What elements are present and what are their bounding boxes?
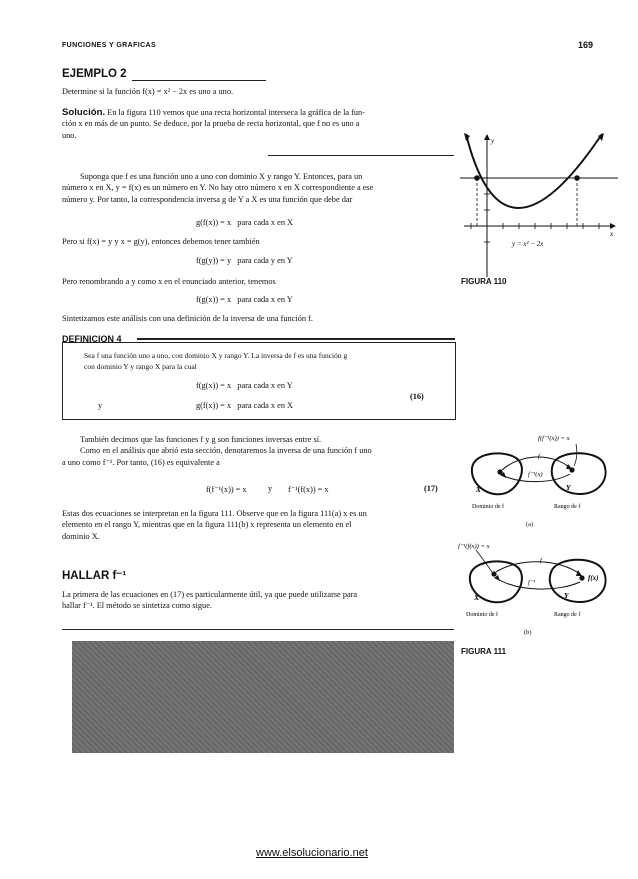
figure-110-caption: FIGURA 110 [461,277,507,286]
discussion-line-5: Pero renombrando a y como x en el enunciado anterior, tenemos [62,277,276,286]
eq17-conj: y [268,484,273,493]
figure-111-caption: FIGURA 111 [461,647,507,656]
fig111b-fx-label: f(x) [588,574,599,582]
find-inverse-para [62,589,454,612]
page-number: 169 [578,40,594,50]
example-title: EJEMPLO 2 [62,68,127,80]
fig111a-range-caption: Rango de f [554,504,581,510]
definition-line-1: Sea f una función uno a uno, con dominio X y rango Y. La inversa de f es una función g [84,351,348,360]
fig111a-Y-label: Y [566,483,571,492]
equation-2: f(g(y)) = y para cada y en Y [196,256,293,265]
fig111a-finv-label: f⁻¹(x) [528,471,543,478]
definition-title: DEFINICION 4 [62,334,122,344]
x-axis-label: x [610,230,614,238]
parabola-curve [466,134,602,208]
figure-111b-diagram [458,540,630,640]
fig111b-finv-label: f⁻¹ [528,579,536,586]
discussion-line-6: Sintetizamos este análisis con una definición de la inversa de una función f. [62,314,313,323]
interpret-line-3: dominio X. [62,531,100,541]
section-rule [268,155,454,156]
find-inverse-title: HALLAR f⁻¹ [62,570,127,582]
fig111a-top-label: f(f⁻¹(x)) = x [538,435,570,442]
fig111b-Y-label: Y [564,591,569,600]
interpret-line-1: Estas dos ecuaciones se interpretan en la figura 111. Observe que en la figura 111(a) x es un [62,509,367,518]
example-prompt: Determine si la función f(x) = x² − 2x es uno a uno. [62,87,234,96]
intersection-point-right [574,175,580,181]
equation-3: f(g(x)) = x para cada x en Y [196,295,293,304]
fig111a-sub-label: (a) [526,521,534,528]
solution-line-1: En la figura 110 vemos que una recta horizontal interseca la gráfica de la fun- [107,108,365,117]
solution-block [62,107,452,141]
intersection-point-left [474,175,480,181]
axis-ticks [471,178,599,242]
interpret-para [62,508,454,542]
definition-number: (16) [410,392,424,401]
example-title-rule [132,80,266,81]
fig111a-domain-caption: Dominio de f [472,504,504,510]
after-line-1: También decimos que las funciones f y g son funciones inversas entre sí. [80,435,322,444]
fig111b-f-label: f [540,557,542,564]
fig111a-range-blob [552,453,606,494]
eq17-number: (17) [424,484,438,493]
after-line-3: a uno como f⁻¹. Por tanto, (16) es equivalente a [62,457,220,467]
fig111b-sub-label: (b) [524,629,532,636]
x-axis-arrow [610,223,616,229]
fig111a-arrow-f [502,457,570,470]
equation-1: g(f(x)) = x para cada x en X [196,218,294,227]
definition-eq-b: g(f(x)) = x para cada x en X [196,401,294,410]
solution-line-2: ción x en más de un punto. Se deduce, por la prueba de recta horizontal, que f no es uno a [62,119,360,129]
y-axis-arrow [484,134,490,140]
eq17-left: f(f⁻¹(x)) = x [206,485,247,494]
fig111b-arrow-finv [496,578,580,589]
fig111a-X-label: X [476,485,482,494]
solution-line-3: uno. [62,130,77,140]
fig111b-point-range [579,575,584,580]
definition-line-2: con dominio Y y rango X para la cual [84,361,197,371]
discussion-line-3: número y. Por tanto, la correspondencia inversa g de Y a X es una función que debe dar [62,194,353,204]
definition-text [84,351,446,372]
fig111b-X-label: X [474,593,480,602]
y-axis-label: y [491,137,495,145]
find-inverse-line-1: La primera de las ecuaciones en (17) es particularmente útil, ya que puede utilizarse para [62,590,358,599]
bottom-rule [62,629,454,630]
fig111b-point-domain [491,571,496,576]
fig111a-label-leader [574,444,577,466]
definition-eq-a: f(g(x)) = x para cada x en Y [196,381,293,390]
discussion-para [62,171,454,205]
discussion-line-2: número x en X, y = f(x) es un número en Y. No hay otro número x en X correspondiente a ese [62,183,374,193]
definition-conj: y [98,401,103,410]
procedure-box [72,641,454,753]
fig111b-arrowhead-f [576,570,582,576]
figure-111a-diagram [458,432,630,532]
running-title: FUNCIONES Y GRAFICAS [62,42,157,49]
footer-url-link[interactable]: www.elsolucionario.net [256,847,368,859]
eq17-right: f⁻¹(f(x)) = x [288,485,329,494]
find-inverse-line-2: hallar f⁻¹. El método se sintetiza como sigue. [62,601,212,611]
fig111a-arrowhead-f [566,464,572,469]
solution-label: Solución. [62,107,106,118]
after-line-2: Como en el análisis que abrió esta sección, denotaremos la inversa de una función f uno [80,446,372,456]
fig111b-range-caption: Rango de f [554,612,581,618]
fig111b-domain-caption: Dominio de f [466,612,498,618]
fig111a-f-label: f [538,453,540,460]
fig111b-top-label: f⁻¹(f(x)) = x [458,543,490,550]
interpret-line-2: elemento en el rango Y, mientras que en la figura 111(b) x representa un elemento en el [62,520,352,530]
after-para [62,434,454,468]
figure-110-graph [460,132,620,282]
definition-rule [137,338,455,340]
discussion-line-4: Pero si f(x) = y y x = g(y), entonces debemos tener también [62,237,260,246]
discussion-line-1: Suponga que f es una función uno a uno con dominio X y rango Y. Entonces, para un [80,172,363,181]
curve-label: y = x² − 2x [512,240,544,248]
